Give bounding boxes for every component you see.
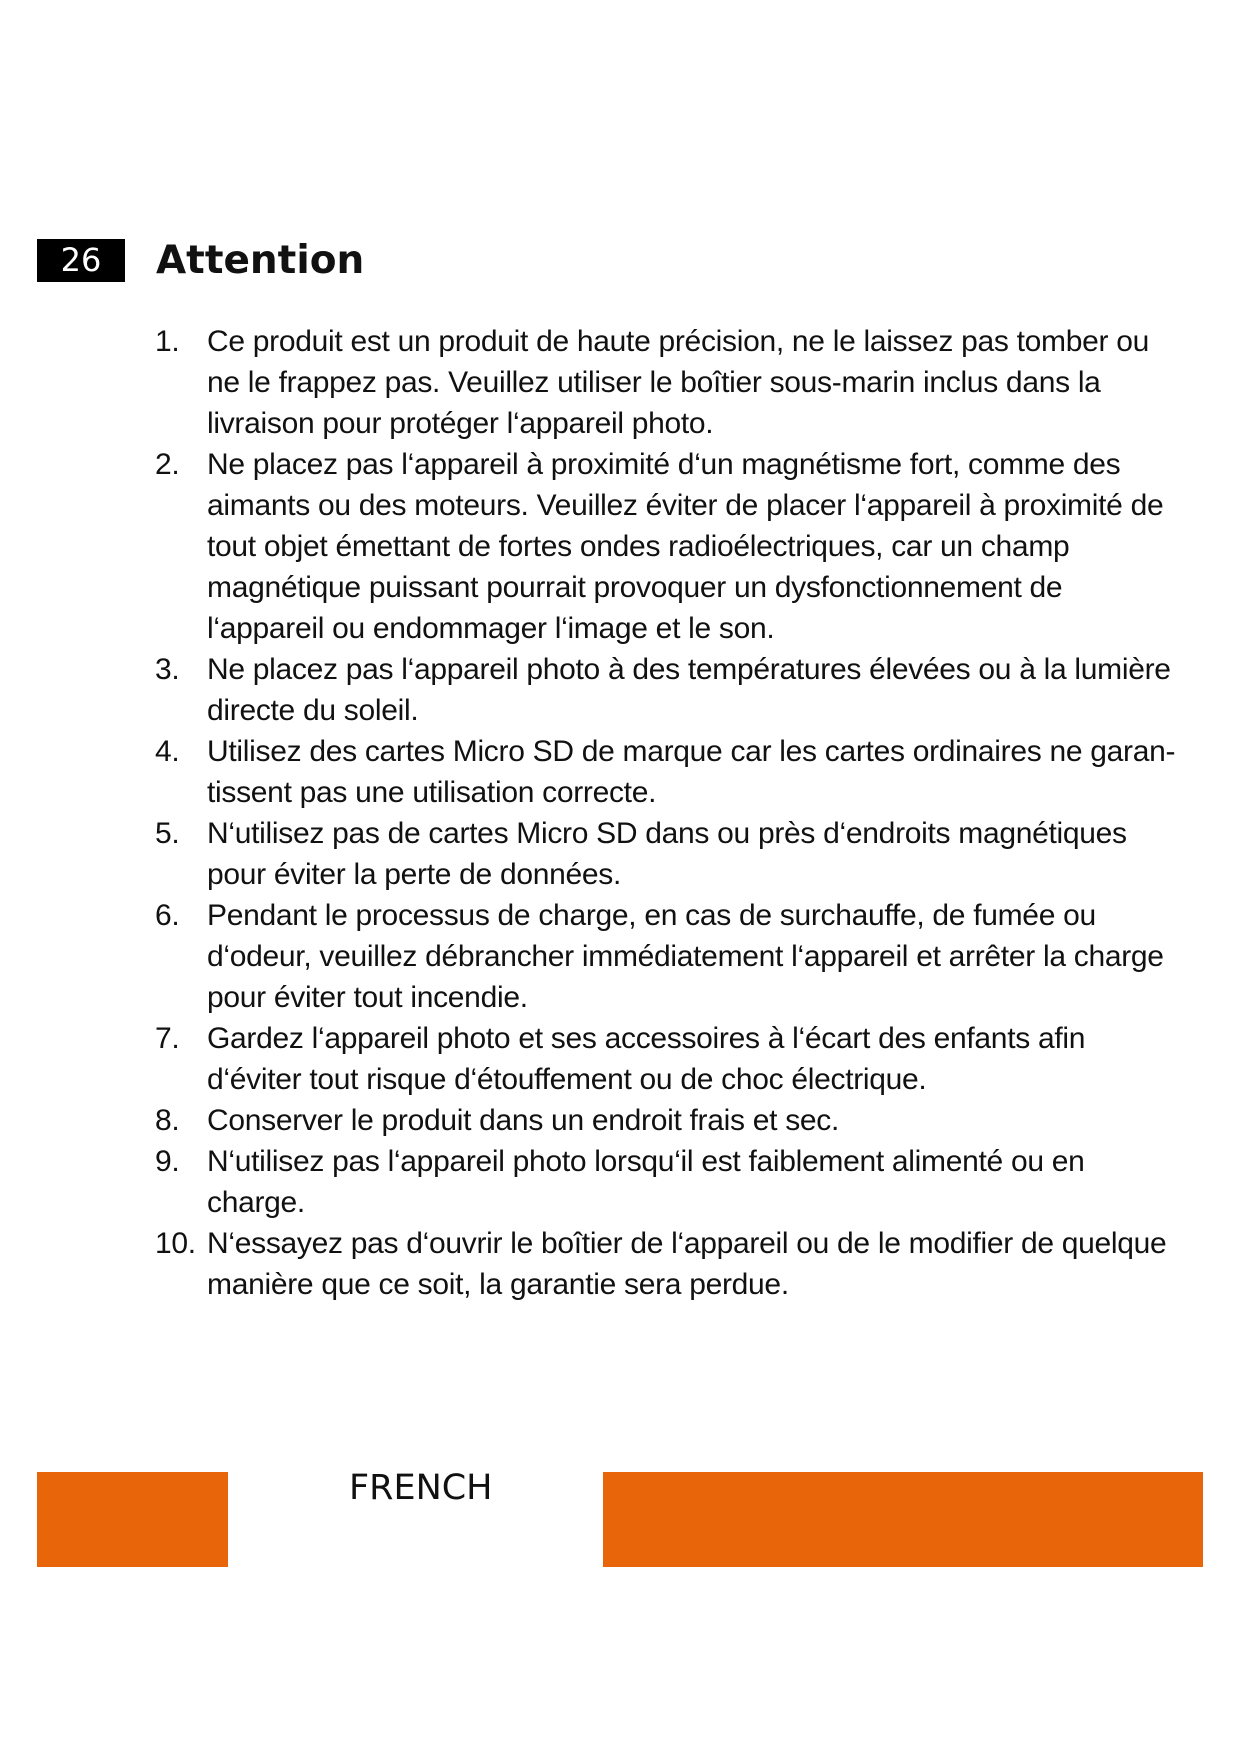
item-text: Utilisez des cartes Micro SD de marque car les cartes ordinaires ne garan-tissent pas une utilisation correcte. bbox=[207, 735, 1176, 809]
footer-language-label: FRENCH bbox=[349, 1468, 493, 1508]
list-item bbox=[155, 444, 1185, 649]
footer-accent-bar-left bbox=[37, 1472, 228, 1567]
item-text: Ne placez pas l‘appareil photo à des températures élevées ou à la lumière directe du soleil. bbox=[207, 653, 1171, 727]
item-text: Pendant le processus de charge, en cas de surchauffe, de fumée ou d‘odeur, veuillez débrancher immédiatement l‘appareil et arrêter la charge pour éviter tout incendie. bbox=[207, 899, 1164, 1014]
list-item bbox=[155, 1223, 1185, 1305]
list-item bbox=[155, 649, 1185, 731]
item-number: 5. bbox=[155, 817, 180, 850]
list-item bbox=[155, 1141, 1185, 1223]
item-number: 3. bbox=[155, 653, 180, 686]
page-number-badge: 26 bbox=[37, 239, 125, 282]
list-item bbox=[155, 1018, 1185, 1100]
item-number: 6. bbox=[155, 899, 180, 932]
page-title: Attention bbox=[156, 238, 365, 283]
footer-accent-bar-right bbox=[603, 1472, 1203, 1567]
item-text: N‘utilisez pas de cartes Micro SD dans ou près d‘endroits magnétiques pour éviter la perte de données. bbox=[207, 817, 1127, 891]
list-item bbox=[155, 895, 1185, 1018]
item-number: 10. bbox=[155, 1227, 196, 1260]
list-item bbox=[155, 1100, 1185, 1141]
warning-list bbox=[155, 321, 1185, 1305]
item-number: 8. bbox=[155, 1104, 180, 1137]
item-text: Ne placez pas l‘appareil à proximité d‘un magnétisme fort, comme des aimants ou des moteurs. Veuillez éviter de placer l‘appareil à proximité de tout objet émettant de fortes ondes radioélectriques, car un champ magnétique puissant pourrait provoquer un dysfonctionnement de l‘appareil ou endommager l‘image et le son. bbox=[207, 448, 1164, 645]
item-number: 9. bbox=[155, 1145, 180, 1178]
item-text: N‘essayez pas d‘ouvrir le boîtier de l‘appareil ou de le modifier de quelque manière que ce soit, la garantie sera perdue. bbox=[207, 1227, 1167, 1301]
item-number: 4. bbox=[155, 735, 180, 768]
item-number: 1. bbox=[155, 325, 180, 358]
item-text: N‘utilisez pas l‘appareil photo lorsqu‘il est faiblement alimenté ou en charge. bbox=[207, 1145, 1085, 1219]
item-number: 2. bbox=[155, 448, 180, 481]
item-text: Gardez l‘appareil photo et ses accessoires à l‘écart des enfants afin d‘éviter tout risque d‘étouffement ou de choc électrique. bbox=[207, 1022, 1086, 1096]
item-text: Conserver le produit dans un endroit frais et sec. bbox=[207, 1104, 840, 1137]
list-item bbox=[155, 813, 1185, 895]
list-item bbox=[155, 321, 1185, 444]
item-text: Ce produit est un produit de haute précision, ne le laissez pas tomber ou ne le frappez pas. Veuillez utiliser le boîtier sous-marin inclus dans la livraison pour protéger l‘appareil photo. bbox=[207, 325, 1150, 440]
item-number: 7. bbox=[155, 1022, 180, 1055]
list-item bbox=[155, 731, 1185, 813]
